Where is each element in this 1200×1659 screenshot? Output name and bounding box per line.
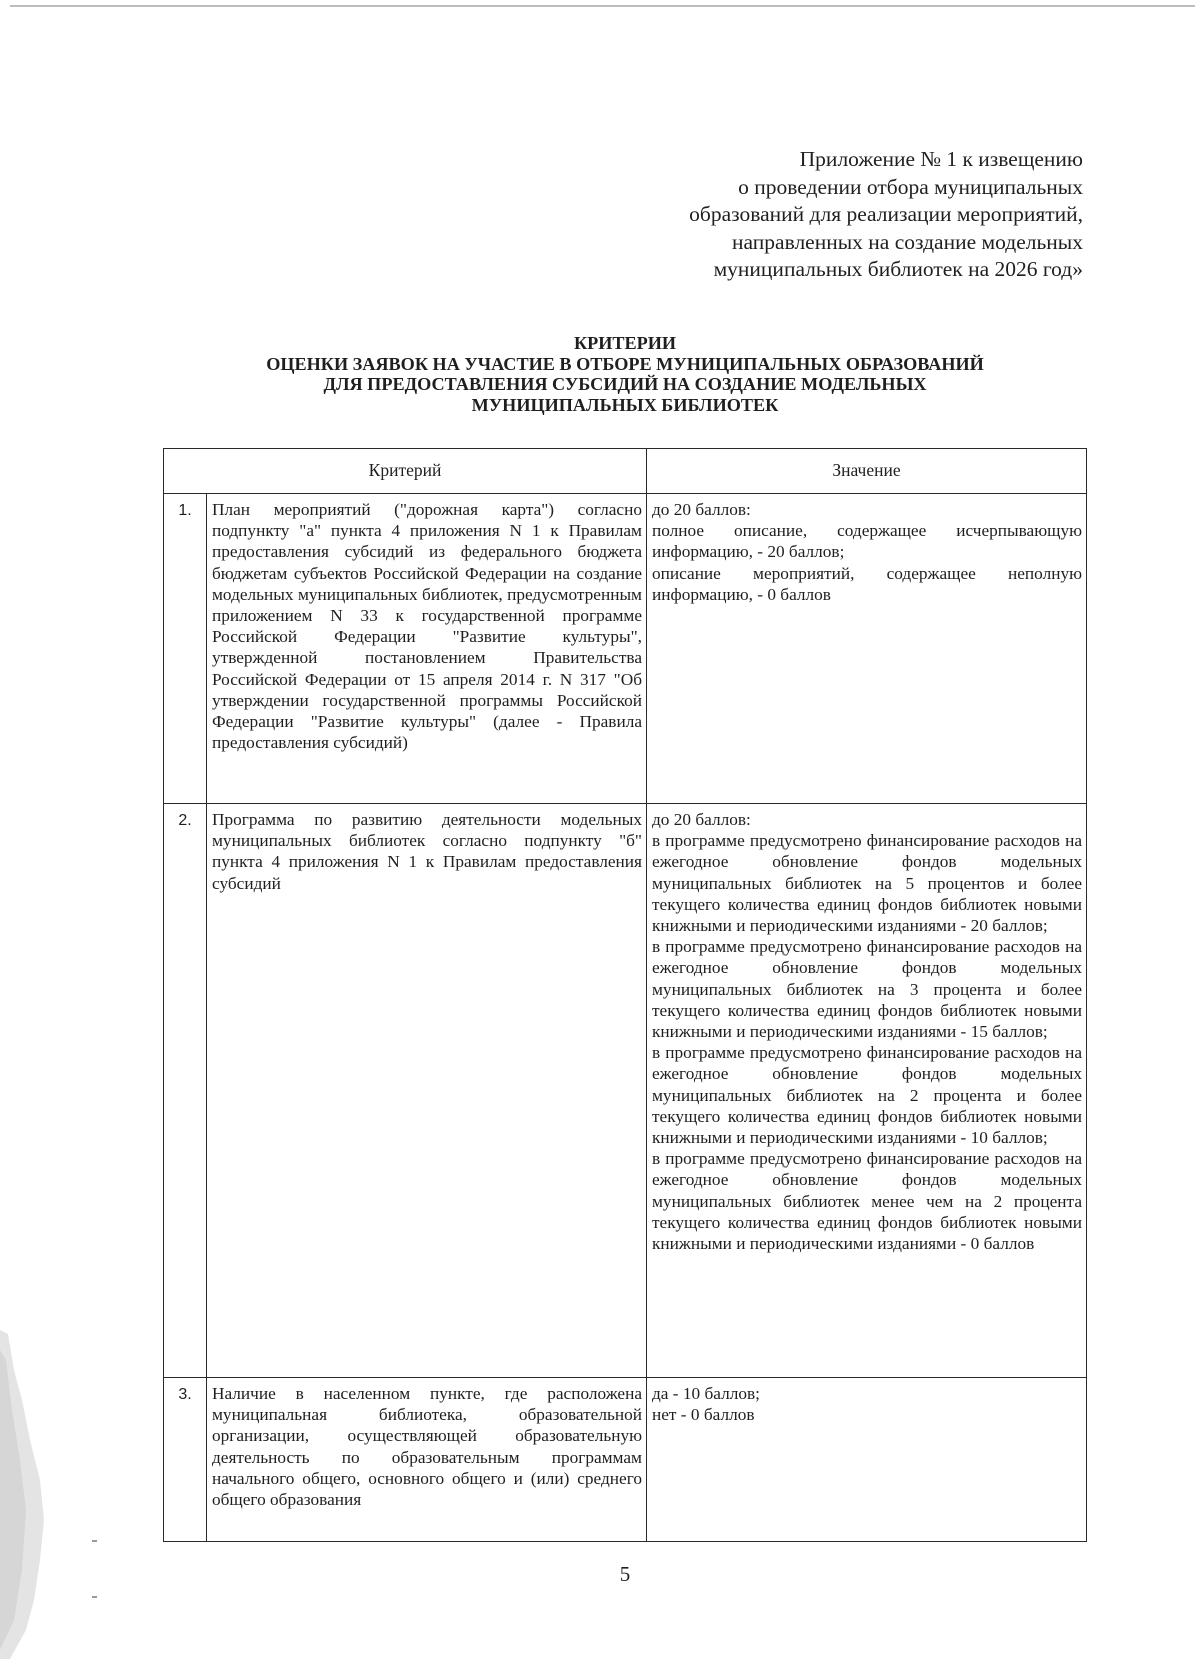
value-cell bbox=[647, 804, 1087, 1378]
appendix-header-line: о проведении отбора муниципальных bbox=[738, 174, 1083, 199]
value-line: нет - 0 баллов bbox=[652, 1405, 755, 1425]
table-header-row bbox=[164, 449, 1087, 494]
appendix-header bbox=[689, 146, 1083, 284]
criteria-table bbox=[163, 448, 1087, 1542]
appendix-header-line: Приложение № 1 к извещению bbox=[799, 147, 1083, 171]
row-number: 3. bbox=[164, 1378, 207, 1542]
page-number: 5 bbox=[619, 1562, 631, 1586]
value-line: до 20 баллов: bbox=[652, 810, 751, 829]
table-row bbox=[164, 494, 1087, 804]
value-cell bbox=[647, 494, 1087, 804]
scan-speck bbox=[92, 1540, 97, 1542]
document-title-line: ДЛЯ ПРЕДОСТАВЛЕНИЯ СУБСИДИЙ НА СОЗДАНИЕ МОДЕЛЬНЫХ bbox=[323, 374, 927, 395]
appendix-header-line: образований для реализации мероприятий, bbox=[689, 202, 1083, 227]
criterion-column-header: Критерий bbox=[164, 449, 647, 494]
document-title-line: МУНИЦИПАЛЬНЫХ БИБЛИОТЕК bbox=[471, 394, 779, 415]
value-line: в программе предусмотрено финансирование расходов на ежегодное обновление фондов модельных муниципальных библиотек на 5 процентов и более текущего количества единиц фондов библиотек новыми книжными и периодическими изданиями - 20 баллов; bbox=[652, 831, 1082, 936]
appendix-header-line: муниципальных библиотек на 2026 год» bbox=[713, 257, 1083, 282]
row-number: 2. bbox=[164, 804, 207, 1378]
appendix-header-line: направленных на создание модельных bbox=[732, 229, 1083, 254]
value-line: в программе предусмотрено финансирование расходов на ежегодное обновление фондов модельных муниципальных библиотек на 2 процента и более текущего количества единиц фондов библиотек новыми книжными и периодическими изданиями - 10 баллов; bbox=[652, 1043, 1082, 1148]
criterion-cell: Программа по развитию деятельности модельных муниципальных библиотек согласно подпункту "б" пункта 4 приложения N 1 к Правилам предоставления субсидий bbox=[207, 804, 647, 1378]
document-title-line: КРИТЕРИИ bbox=[573, 333, 677, 353]
scan-edge-line bbox=[10, 5, 1195, 7]
value-line: да - 10 баллов; bbox=[652, 1384, 760, 1403]
table-row bbox=[164, 1378, 1087, 1542]
value-line: в программе предусмотрено финансирование расходов на ежегодное обновление фондов модельных муниципальных библиотек на 3 процента и более текущего количества единиц фондов библиотек новыми книжными и периодическими изданиями - 15 баллов; bbox=[652, 937, 1082, 1042]
scan-speck bbox=[92, 1596, 97, 1598]
document-title-line: ОЦЕНКИ ЗАЯВОК НА УЧАСТИЕ В ОТБОРЕ МУНИЦИПАЛЬНЫХ ОБРАЗОВАНИЙ bbox=[266, 353, 984, 374]
criterion-cell: Наличие в населенном пункте, где расположена муниципальная библиотека, образовательной организации, осуществляющей образовательную деятельность по образовательным программам начального общего, основного общего и (или) среднего общего образования bbox=[207, 1378, 647, 1542]
criterion-cell: План мероприятий ("дорожная карта") согласно подпункту "а" пункта 4 приложения N 1 к Правилам предоставления субсидий из федерального бюджета бюджетам субъектов Российской Федерации на создание модельных муниципальных библиотек, предусмотренным приложением N 33 к государственной программе Российской Федерации "Развитие культуры", утвержденной постановлением Правительства Российской Федерации от 15 апреля 2014 г. N 317 "Об утверждении государственной программы Российской Федерации "Развитие культуры" (далее - Правила предоставления субсидий) bbox=[207, 494, 647, 804]
scan-edge-shadow bbox=[0, 1330, 60, 1659]
row-number: 1. bbox=[164, 494, 207, 804]
value-line: описание мероприятий, содержащее неполную информацию, - 0 баллов bbox=[652, 563, 1082, 604]
value-line: в программе предусмотрено финансирование расходов на ежегодное обновление фондов модельных муниципальных библиотек менее чем на 2 процента текущего количества единиц фондов библиотек новыми книжными и периодическими изданиями - 0 баллов bbox=[652, 1149, 1082, 1254]
document-title bbox=[0, 333, 1200, 415]
value-cell bbox=[647, 1378, 1087, 1542]
table-row bbox=[164, 804, 1087, 1378]
value-line: полное описание, содержащее исчерпывающую информацию, - 20 баллов; bbox=[652, 521, 1082, 562]
value-column-header: Значение bbox=[647, 449, 1087, 494]
value-line: до 20 баллов: bbox=[652, 500, 751, 519]
